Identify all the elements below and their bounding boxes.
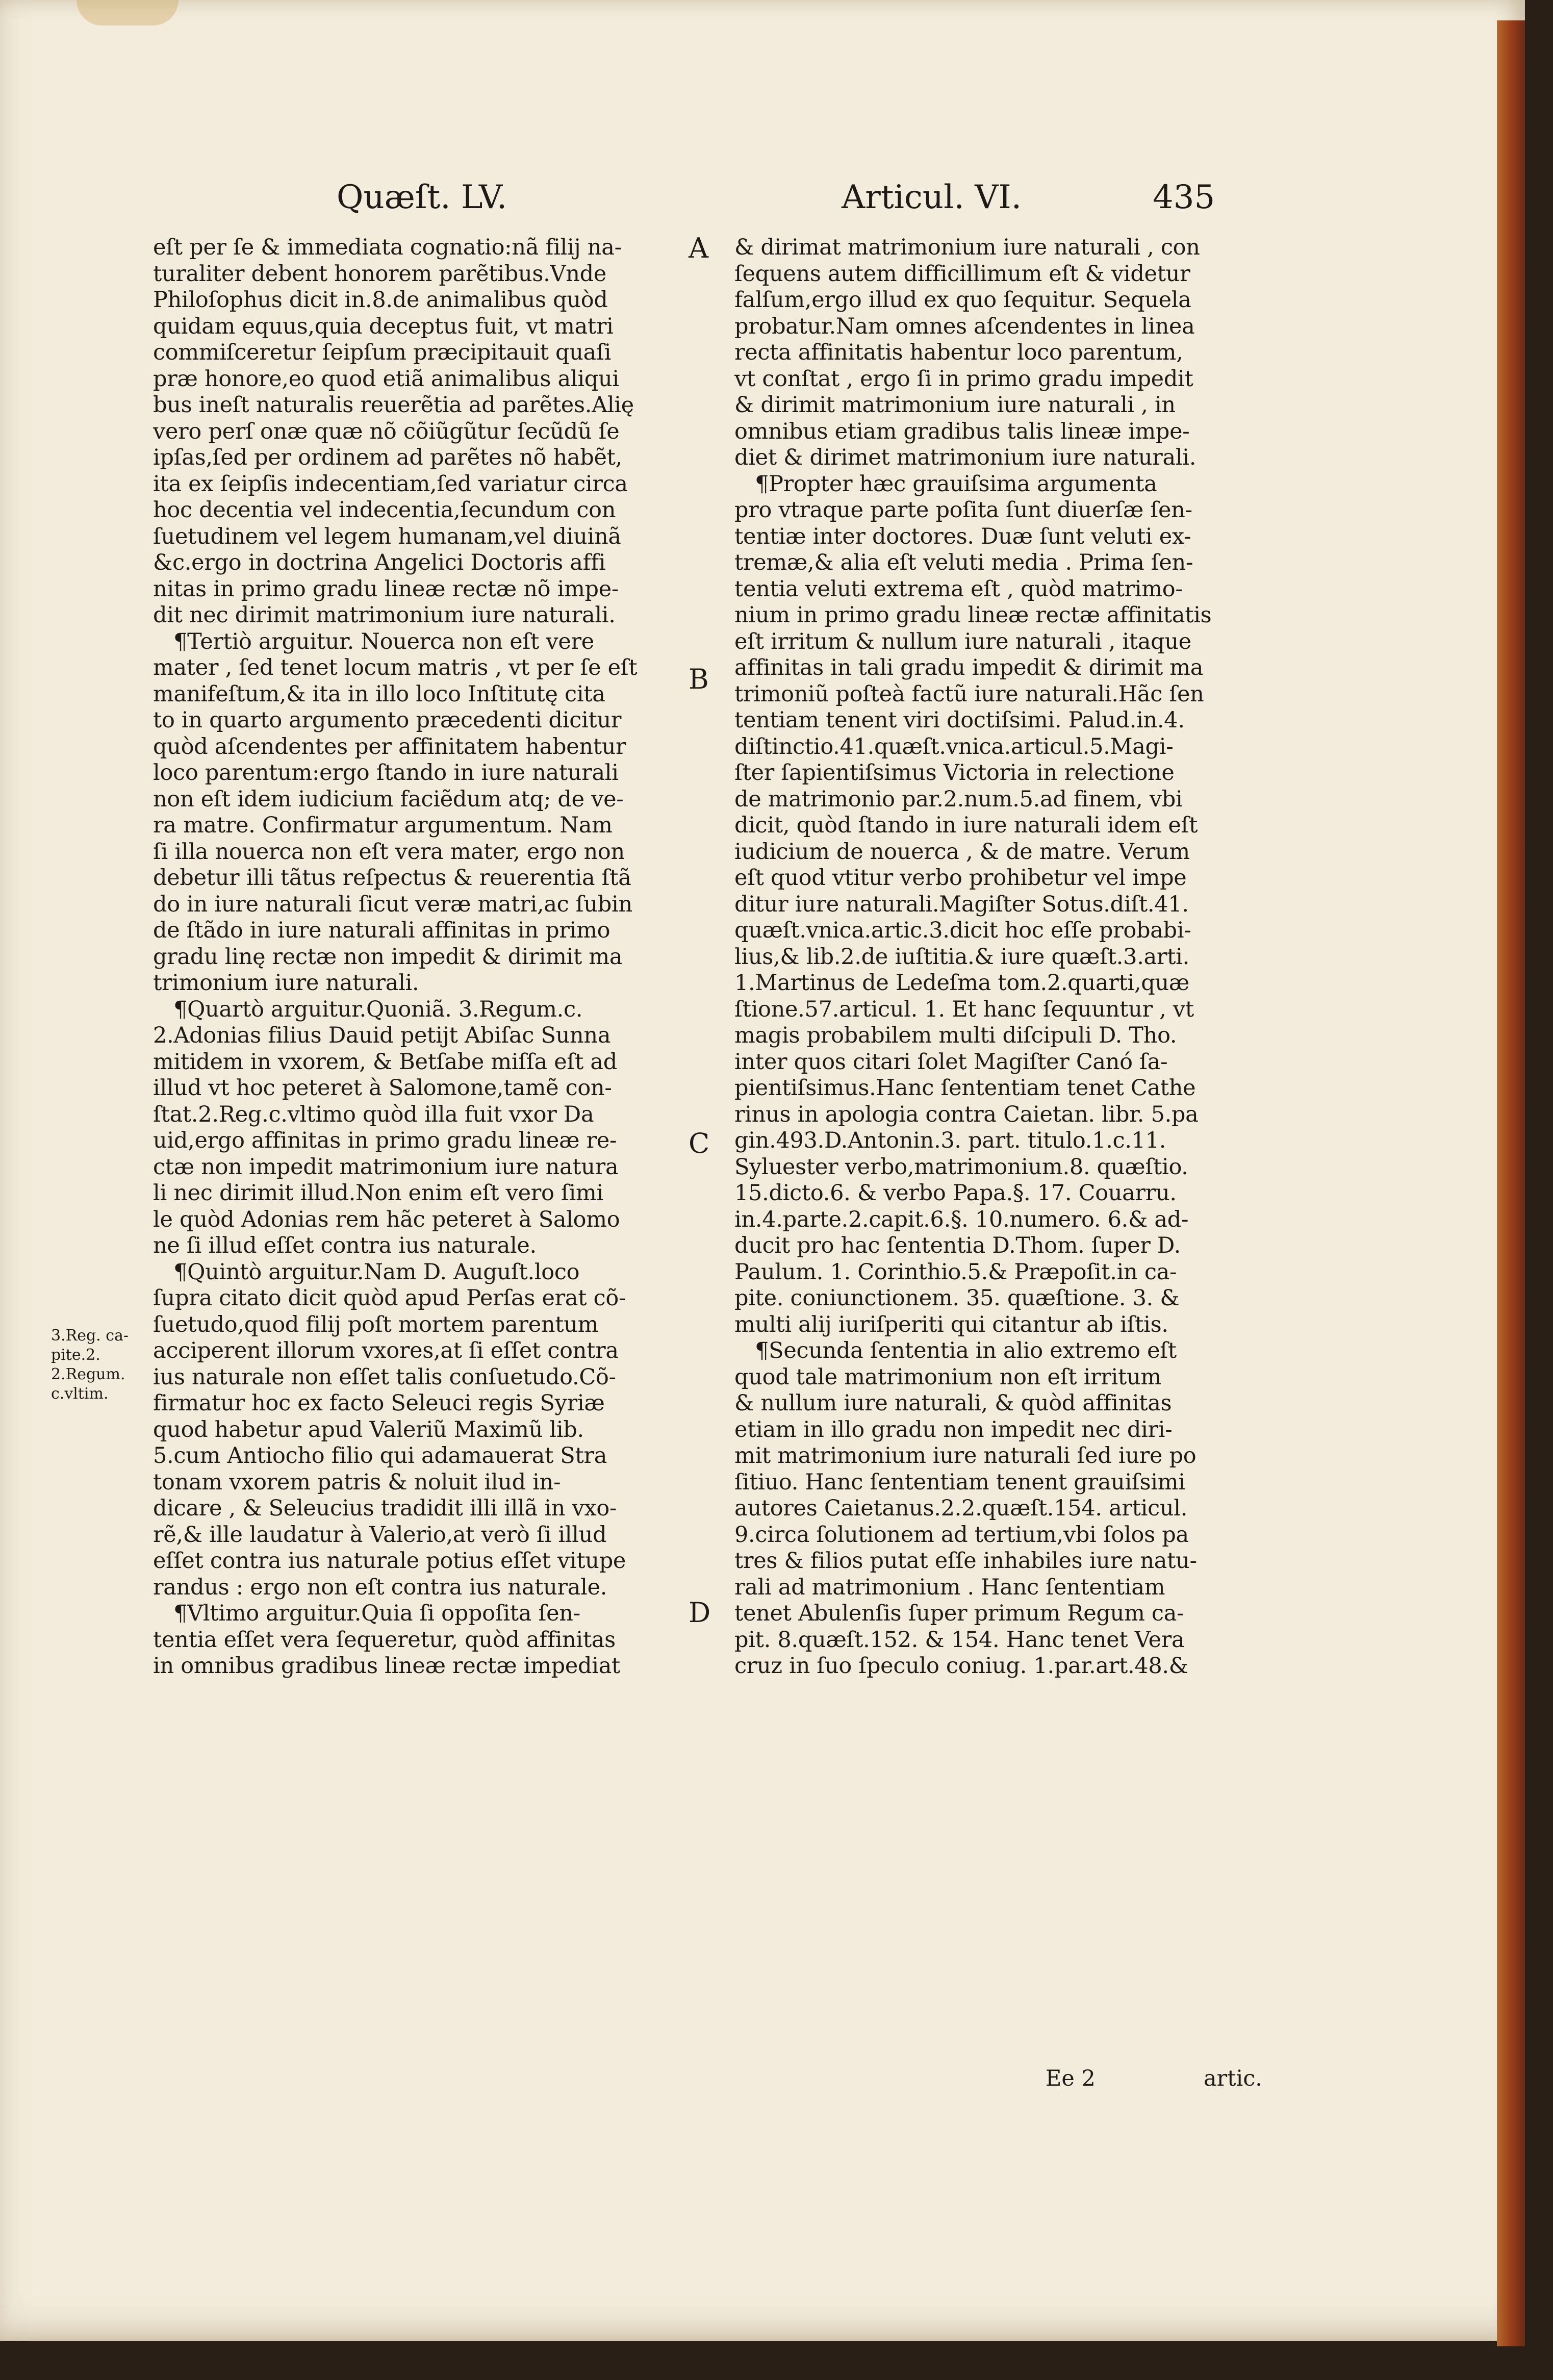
margin-marker-b: B xyxy=(689,663,709,695)
text-line: firmatur hoc ex facto Seleuci regis Syriæ xyxy=(153,1390,605,1416)
text-line: nitas in primo gradu lineæ rectæ nõ impe- xyxy=(153,576,619,602)
text-line: probatur.Nam omnes aſcendentes in linea xyxy=(734,313,1195,339)
text-line: pite. coniunctionem. 35. quæſtione. 3. & xyxy=(734,1285,1180,1311)
text-line: to in quarto argumento præcedenti dicitur xyxy=(153,707,622,733)
left-column xyxy=(153,235,637,1680)
text-line: Syluester verbo,matrimonium.8. quæſtio. xyxy=(734,1154,1188,1180)
text-line: quòd aſcendentes per affinitatem habentur xyxy=(153,733,626,759)
text-line: uid,ergo affinitas in primo gradu lineæ re- xyxy=(153,1128,617,1153)
paper-stain xyxy=(77,0,179,26)
text-line: recta affinitatis habentur loco parentum, xyxy=(734,340,1183,365)
text-line: commiſceretur ſeipſum præcipitauit quaſi xyxy=(153,340,612,365)
text-line: pientiſsimus.Hanc ſententiam tenet Cathe xyxy=(734,1075,1196,1101)
text-line: ¶Secunda ſententia in alio extremo eſt xyxy=(734,1338,1177,1363)
text-line: le quòd Adonias rem hãc peteret à Salomo xyxy=(153,1206,620,1232)
text-line: de matrimonio par.2.num.5.ad finem, vbi xyxy=(734,786,1183,812)
text-line: non eſt idem iudicium faciẽdum atq; de ve- xyxy=(153,786,624,812)
text-line: ius naturale non eſſet talis conſuetudo.Cõ- xyxy=(153,1364,616,1390)
text-line: præ honore,eo quod etiã animalibus aliqui xyxy=(153,366,619,392)
text-line: rẽ,& ille laudatur à Valerio,at verò ſi illud xyxy=(153,1522,607,1548)
text-line: ſitiuo. Hanc ſententiam tenent grauiſsimi xyxy=(734,1469,1185,1495)
text-line: omnibus etiam gradibus talis lineæ impe- xyxy=(734,418,1190,444)
text-line: eſt irritum & nullum iure naturali , itaque xyxy=(734,628,1191,654)
text-line: nium in primo gradu lineæ rectæ affinitatis xyxy=(734,602,1212,628)
text-line: tonam vxorem patris & noluit ilud in- xyxy=(153,1469,561,1495)
text-line: mit matrimonium iure naturali ſed iure po xyxy=(734,1443,1196,1468)
text-line: pro vtraque parte poſita ſunt diuerſæ ſen- xyxy=(734,497,1192,523)
text-line: eſſet contra ius naturale potius eſſet vitupe xyxy=(153,1548,626,1574)
catchword: artic. xyxy=(1204,2066,1262,2091)
text-line: tres & filios putat eſſe inhabiles iure natu- xyxy=(734,1548,1197,1574)
text-line: ſtione.57.articul. 1. Et hanc ſequuntur , vt xyxy=(734,996,1194,1022)
text-line: ¶Vltimo arguitur.Quia ſi oppoſita ſen- xyxy=(153,1601,580,1626)
text-line: 15.dicto.6. & verbo Papa.§. 17. Couarru. xyxy=(734,1180,1177,1206)
text-line: ¶Quintò arguitur.Nam D. Auguſt.loco xyxy=(153,1259,580,1285)
text-line: loco parentum:ergo ſtando in iure naturali xyxy=(153,760,619,786)
running-head-left: Quæſt. LV. xyxy=(337,179,507,216)
text-line: ita ex ſeipſis indecentiam,ſed variatur circa xyxy=(153,471,628,497)
text-line: gradu linę rectæ non impedit & dirimit ma xyxy=(153,944,623,970)
text-line: eſt per ſe & immediata cognatio:nã filij na- xyxy=(153,235,622,260)
text-line: hoc decentia vel indecentia,ſecundum con xyxy=(153,497,616,523)
text-line: tentiam tenent viri doctiſsimi. Palud.in.4. xyxy=(734,707,1185,733)
text-line: eſt quod vtitur verbo prohibetur vel impe xyxy=(734,865,1187,891)
text-line: vt conſtat , ergo ſi in primo gradu impedit xyxy=(734,366,1193,392)
text-line: ipſas,ſed per ordinem ad parẽtes nõ habẽt, xyxy=(153,445,622,470)
text-line: pit. 8.quæſt.152. & 154. Hanc tenet Vera xyxy=(734,1627,1185,1653)
signature-mark: Ee 2 xyxy=(1046,2066,1096,2091)
text-line: tremæ,& alia eſt veluti media . Prima ſen- xyxy=(734,550,1193,575)
text-line: 5.cum Antiocho filio qui adamauerat Stra xyxy=(153,1443,607,1468)
text-line: diſtinctio.41.quæſt.vnica.articul.5.Magi- xyxy=(734,733,1174,759)
text-line: ¶Tertiò arguitur. Nouerca non eſt vere xyxy=(153,628,594,654)
text-line: trimoniũ poſteà factũ iure naturali.Hãc ſen xyxy=(734,681,1204,707)
text-line: magis probabilem multi diſcipuli D. Tho. xyxy=(734,1023,1177,1048)
text-line: autores Caietanus.2.2.quæſt.154. articul. xyxy=(734,1496,1188,1521)
text-line: affinitas in tali gradu impedit & dirimit ma xyxy=(734,655,1204,680)
text-line: bus ineſt naturalis reuerẽtia ad parẽtes.Alię xyxy=(153,392,634,418)
text-line: diet & dirimet matrimonium iure naturali. xyxy=(734,445,1196,470)
text-line: inter quos citari ſolet Magiſter Canó ſa- xyxy=(734,1049,1168,1075)
page-number: 435 xyxy=(1153,179,1215,216)
margin-marker-a: A xyxy=(689,232,708,264)
text-line: de ſtãdo in iure naturali affinitas in primo xyxy=(153,918,610,943)
text-line: lius,& lib.2.de iuſtitia.& iure quæſt.3.arti. xyxy=(734,944,1189,970)
text-line: tentiæ inter doctores. Duæ ſunt veluti ex- xyxy=(734,523,1191,549)
text-line: do in iure naturali ſicut veræ matri,ac ſubin xyxy=(153,891,632,917)
text-line: ¶Quartò arguitur.Quoniã. 3.Regum.c. xyxy=(153,996,583,1022)
right-column xyxy=(734,235,1211,1680)
margin-marker-c: C xyxy=(689,1127,710,1159)
text-line: multi alij iuriſperiti qui citantur ab iſtis. xyxy=(734,1311,1168,1337)
text-line: etiam in illo gradu non impedit nec diri- xyxy=(734,1416,1173,1442)
text-line: in.4.parte.2.capit.6.§. 10.numero. 6.& ad- xyxy=(734,1206,1189,1232)
text-line: ſupra citato dicit quòd apud Perſas erat cõ- xyxy=(153,1285,626,1311)
text-line: debetur illi tãtus reſpectus & reuerentia ſtã xyxy=(153,865,631,891)
text-line: ſequens autem difficillimum eſt & videtur xyxy=(734,261,1190,287)
text-line: tentia veluti extrema eſt , quòd matrimo- xyxy=(734,576,1183,602)
text-line: mater , ſed tenet locum matris , vt per ſe eſt xyxy=(153,655,638,680)
text-line: 1.Martinus de Ledeſma tom.2.quarti,quæ xyxy=(734,970,1189,996)
text-line: ſi illa nouerca non eſt vera mater, ergo non xyxy=(153,839,625,865)
text-line: tentia eſſet vera ſequeretur, quòd affinitas xyxy=(153,1627,616,1653)
text-line: li nec dirimit illud.Non enim eſt vero ſimi xyxy=(153,1180,603,1206)
margin-marker-d: D xyxy=(689,1597,711,1629)
text-line: trimonium iure naturali. xyxy=(153,970,419,996)
text-line: &c.ergo in doctrina Angelici Doctoris affi xyxy=(153,550,606,575)
marginal-gloss: 3.Reg. ca- pite.2. 2.Regum. c.vltim. xyxy=(51,1327,129,1403)
text-line: ¶Propter hæc grauiſsima argumenta xyxy=(734,471,1157,497)
page-edge xyxy=(1497,20,1525,2346)
text-line: ne ſi illud eſſet contra ius naturale. xyxy=(153,1233,537,1258)
text-line: ctæ non impedit matrimonium iure natura xyxy=(153,1154,619,1180)
text-line: quod tale matrimonium non eſt irritum xyxy=(734,1364,1161,1390)
text-line: ſuetudo,quod filij poſt mortem parentum xyxy=(153,1311,599,1337)
text-line: iudicium de nouerca , & de matre. Verum xyxy=(734,839,1190,865)
text-line: quæſt.vnica.artic.3.dicit hoc eſſe probabi- xyxy=(734,918,1191,943)
text-line: cruz in ſuo ſpeculo coniug. 1.par.art.48.& xyxy=(734,1653,1188,1679)
text-line: ſtat.2.Reg.c.vltimo quòd illa fuit vxor Da xyxy=(153,1101,594,1127)
text-line: & dirimit matrimonium iure naturali , in xyxy=(734,392,1176,418)
text-line: quidam equus,quia deceptus fuit, vt matri xyxy=(153,313,614,339)
text-line: Philoſophus dicit in.8.de animalibus quòd xyxy=(153,287,608,313)
text-line: 9.circa ſolutionem ad tertium,vbi ſolos pa xyxy=(734,1522,1189,1548)
text-line: turaliter debent honorem parẽtibus.Vnde xyxy=(153,261,606,287)
text-line: ra matre. Confirmatur argumentum. Nam xyxy=(153,813,613,838)
text-line: & nullum iure naturali, & quòd affinitas xyxy=(734,1390,1172,1416)
text-line: dicit, quòd ſtando in iure naturali idem eſt xyxy=(734,813,1198,838)
text-line: gin.493.D.Antonin.3. part. titulo.1.c.11. xyxy=(734,1128,1166,1153)
text-line: in omnibus gradibus lineæ rectæ impediat xyxy=(153,1653,621,1679)
text-line: mitidem in vxorem, & Betſabe miſſa eſt ad xyxy=(153,1049,617,1075)
text-line: dit nec dirimit matrimonium iure naturali. xyxy=(153,602,616,628)
text-line: ſuetudinem vel legem humanam,vel diuinã xyxy=(153,523,621,549)
text-line: dicare , & Seleucius tradidit illi illã in vxo- xyxy=(153,1496,617,1521)
text-line: Paulum. 1. Corinthio.5.& Præpoſit.in ca- xyxy=(734,1259,1177,1285)
text-line: ducit pro hac ſententia D.Thom. ſuper D. xyxy=(734,1233,1181,1258)
running-head-right: Articul. VI. xyxy=(842,179,1022,216)
text-line: 2.Adonias filius Dauid petijt Abiſac Sunna xyxy=(153,1023,611,1048)
text-line: quod habetur apud Valeriũ Maximũ lib. xyxy=(153,1416,584,1442)
text-line: vero perſ onæ quæ nõ cõiũgũtur ſecũdũ ſe xyxy=(153,418,620,444)
text-line: tenet Abulenſis ſuper primum Regum ca- xyxy=(734,1601,1184,1626)
text-line: rinus in apologia contra Caietan. libr. 5.pa xyxy=(734,1101,1199,1127)
text-line: falſum,ergo illud ex quo ſequitur. Sequela xyxy=(734,287,1191,313)
text-line: randus : ergo non eſt contra ius naturale. xyxy=(153,1574,607,1600)
text-line: & dirimat matrimonium iure naturali , con xyxy=(734,235,1200,260)
text-line: ſter ſapientiſsimus Victoria in relectione xyxy=(734,760,1175,786)
text-line: manifeſtum,& ita in illo loco Inſtitutę cita xyxy=(153,681,605,707)
text-line: ditur iure naturali.Magiſter Sotus.diſt.41. xyxy=(734,891,1189,917)
text-line: rali ad matrimonium . Hanc ſententiam xyxy=(734,1574,1165,1600)
text-line: acciperent illorum vxores,at ſi eſſet contra xyxy=(153,1338,619,1363)
text-line: illud vt hoc peteret à Salomone,tamẽ con- xyxy=(153,1075,612,1101)
